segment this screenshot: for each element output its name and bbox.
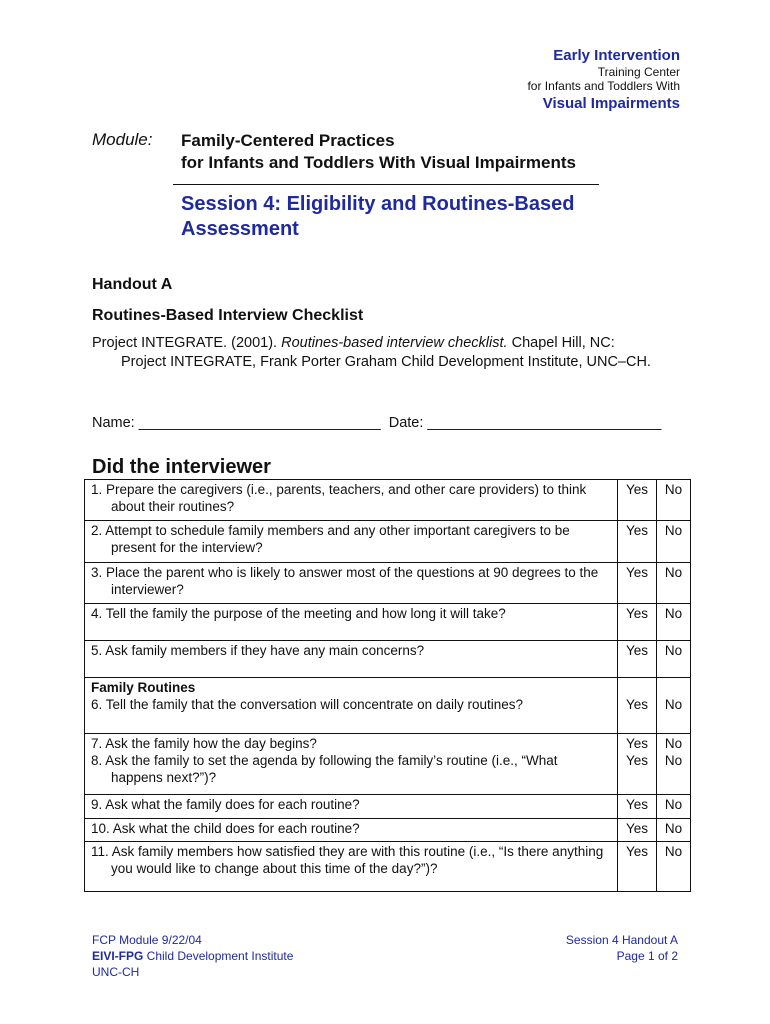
question-block	[91, 843, 613, 877]
module-title-line-1: Family-Centered Practices	[181, 131, 395, 150]
checklist-row	[85, 480, 691, 521]
checklist-row	[85, 604, 691, 641]
subheading: Family Routines	[91, 680, 196, 695]
no-cell	[657, 480, 691, 521]
no-option[interactable]: No	[664, 844, 683, 859]
yes-option[interactable]: Yes	[625, 821, 649, 836]
question-block	[91, 735, 613, 752]
citation-suffix: Chapel Hill, NC:	[507, 335, 615, 351]
question-cell	[85, 563, 618, 604]
checklist-row	[85, 521, 691, 563]
no-cell	[657, 521, 691, 563]
question-block	[91, 522, 613, 556]
question-cell	[85, 734, 618, 795]
footer-right	[566, 932, 678, 964]
checklist-row	[85, 734, 691, 795]
question-text: 9. Ask what the family does for each routine?	[91, 797, 360, 812]
yes-cell	[618, 678, 657, 734]
footer-institute	[92, 948, 293, 964]
question-cell	[85, 795, 618, 819]
no-option[interactable]: No	[664, 821, 683, 836]
question-text: 7. Ask the family how the day begins?	[91, 736, 317, 751]
yes-option[interactable]: Yes	[625, 565, 649, 580]
yes-cell	[618, 641, 657, 678]
checklist-row	[85, 641, 691, 678]
session-title	[181, 192, 574, 242]
question-block	[91, 752, 613, 786]
section-title: Did the interviewer	[92, 456, 271, 478]
yes-option[interactable]: Yes	[625, 753, 649, 768]
no-option[interactable]: No	[664, 606, 683, 621]
header-subtitle-2: for Infants and Toddlers With	[527, 79, 680, 93]
no-option[interactable]: No	[664, 523, 683, 538]
no-option[interactable]: No	[664, 565, 683, 580]
footer-page-number: Page 1 of 2	[616, 949, 678, 963]
no-cell	[657, 678, 691, 734]
no-cell	[657, 734, 691, 795]
module-title-line-2: for Infants and Toddlers With Visual Impairments	[181, 153, 576, 172]
no-option[interactable]: No	[664, 697, 683, 712]
question-cell	[85, 521, 618, 563]
checklist-row	[85, 842, 691, 892]
checklist-row	[85, 795, 691, 819]
question-text: 5. Ask family members if they have any main concerns?	[91, 643, 425, 658]
yes-cell	[618, 842, 657, 892]
yes-cell	[618, 819, 657, 842]
spacer	[618, 679, 656, 696]
footer-org: EIVI-FPG	[92, 949, 144, 963]
header-title: Early Intervention	[553, 47, 680, 64]
question-text: 3. Place the parent who is likely to answer most of the questions at 90 degrees to the interviewer?	[91, 565, 599, 597]
question-text: 11. Ask family members how satisfied they are with this routine (i.e., “Is there anything you would like to change about this time of the day?”)?	[91, 844, 604, 876]
module-title	[181, 130, 576, 174]
question-cell	[85, 604, 618, 641]
no-option[interactable]: No	[664, 643, 683, 658]
title-divider	[173, 184, 599, 185]
name-field[interactable]: Name: ______________________________	[92, 415, 381, 431]
no-cell	[657, 641, 691, 678]
date-field[interactable]: Date: _____________________________	[388, 415, 662, 431]
footer-module-date: FCP Module 9/22/04	[92, 933, 202, 947]
citation-title: Routines-based interview checklist.	[281, 335, 508, 351]
question-text: 2. Attempt to schedule family members and any other important caregivers to be present for the interview?	[91, 523, 570, 555]
handout-label: Handout A	[92, 276, 173, 293]
checklist-title: Routines-Based Interview Checklist	[92, 307, 364, 324]
citation-line-1	[92, 334, 692, 353]
question-text: 1. Prepare the caregivers (i.e., parents, teachers, and other care providers) to think about their routines?	[91, 482, 587, 514]
checklist-row	[85, 563, 691, 604]
question-block	[91, 605, 613, 622]
program-header	[527, 46, 680, 114]
yes-option[interactable]: Yes	[625, 844, 649, 859]
question-block	[91, 642, 613, 659]
footer-org-rest: Child Development Institute	[143, 949, 294, 963]
question-block	[91, 696, 613, 713]
spacer	[657, 679, 690, 696]
no-cell	[657, 819, 691, 842]
interview-checklist-table	[84, 479, 691, 892]
no-cell	[657, 842, 691, 892]
no-option[interactable]: No	[664, 753, 683, 768]
no-cell	[657, 795, 691, 819]
question-cell	[85, 480, 618, 521]
yes-cell	[618, 604, 657, 641]
session-title-line-2: Assessment	[181, 218, 299, 240]
yes-cell	[618, 795, 657, 819]
header-subtitle-1: Training Center	[597, 65, 680, 79]
yes-cell	[618, 734, 657, 795]
no-option[interactable]: No	[664, 797, 683, 812]
yes-cell	[618, 480, 657, 521]
citation	[92, 334, 692, 372]
yes-option[interactable]: Yes	[625, 643, 649, 658]
question-cell	[85, 819, 618, 842]
citation-line-2: Project INTEGRATE, Frank Porter Graham Child Development Institute, UNC–CH.	[121, 354, 651, 370]
name-date-line	[92, 415, 661, 431]
no-cell	[657, 563, 691, 604]
question-text: 8. Ask the family to set the agenda by following the family’s routine (i.e., “What happens next?”)?	[91, 753, 558, 785]
question-block	[91, 564, 613, 598]
footer-handout: Session 4 Handout A	[565, 933, 678, 947]
citation-prefix: Project INTEGRATE. (2001).	[92, 335, 282, 351]
question-text: 10. Ask what the child does for each routine?	[91, 821, 360, 836]
yes-cell	[618, 563, 657, 604]
header-subtitle-3: Visual Impairments	[542, 95, 680, 112]
yes-option[interactable]: Yes	[625, 523, 649, 538]
question-text: 6. Tell the family that the conversation will concentrate on daily routines?	[91, 697, 523, 712]
question-block	[91, 820, 613, 837]
question-cell	[85, 678, 618, 734]
yes-option[interactable]: Yes	[625, 482, 649, 497]
yes-cell	[618, 521, 657, 563]
yes-option[interactable]: Yes	[625, 736, 649, 751]
yes-option[interactable]: Yes	[625, 697, 649, 712]
yes-option[interactable]: Yes	[625, 606, 649, 621]
footer-university: UNC-CH	[92, 965, 140, 979]
question-cell	[85, 641, 618, 678]
no-option[interactable]: No	[664, 482, 683, 497]
yes-option[interactable]: Yes	[625, 797, 649, 812]
question-cell	[85, 842, 618, 892]
footer-left	[92, 932, 293, 980]
checklist-row	[85, 819, 691, 842]
session-title-line-1: Session 4: Eligibility and Routines-Based	[181, 193, 575, 215]
question-block	[91, 481, 613, 515]
question-text: 4. Tell the family the purpose of the meeting and how long it will take?	[91, 606, 506, 621]
no-cell	[657, 604, 691, 641]
question-block	[91, 796, 613, 813]
module-label: Module:	[92, 130, 153, 149]
checklist-row	[85, 678, 691, 734]
no-option[interactable]: No	[664, 736, 683, 751]
